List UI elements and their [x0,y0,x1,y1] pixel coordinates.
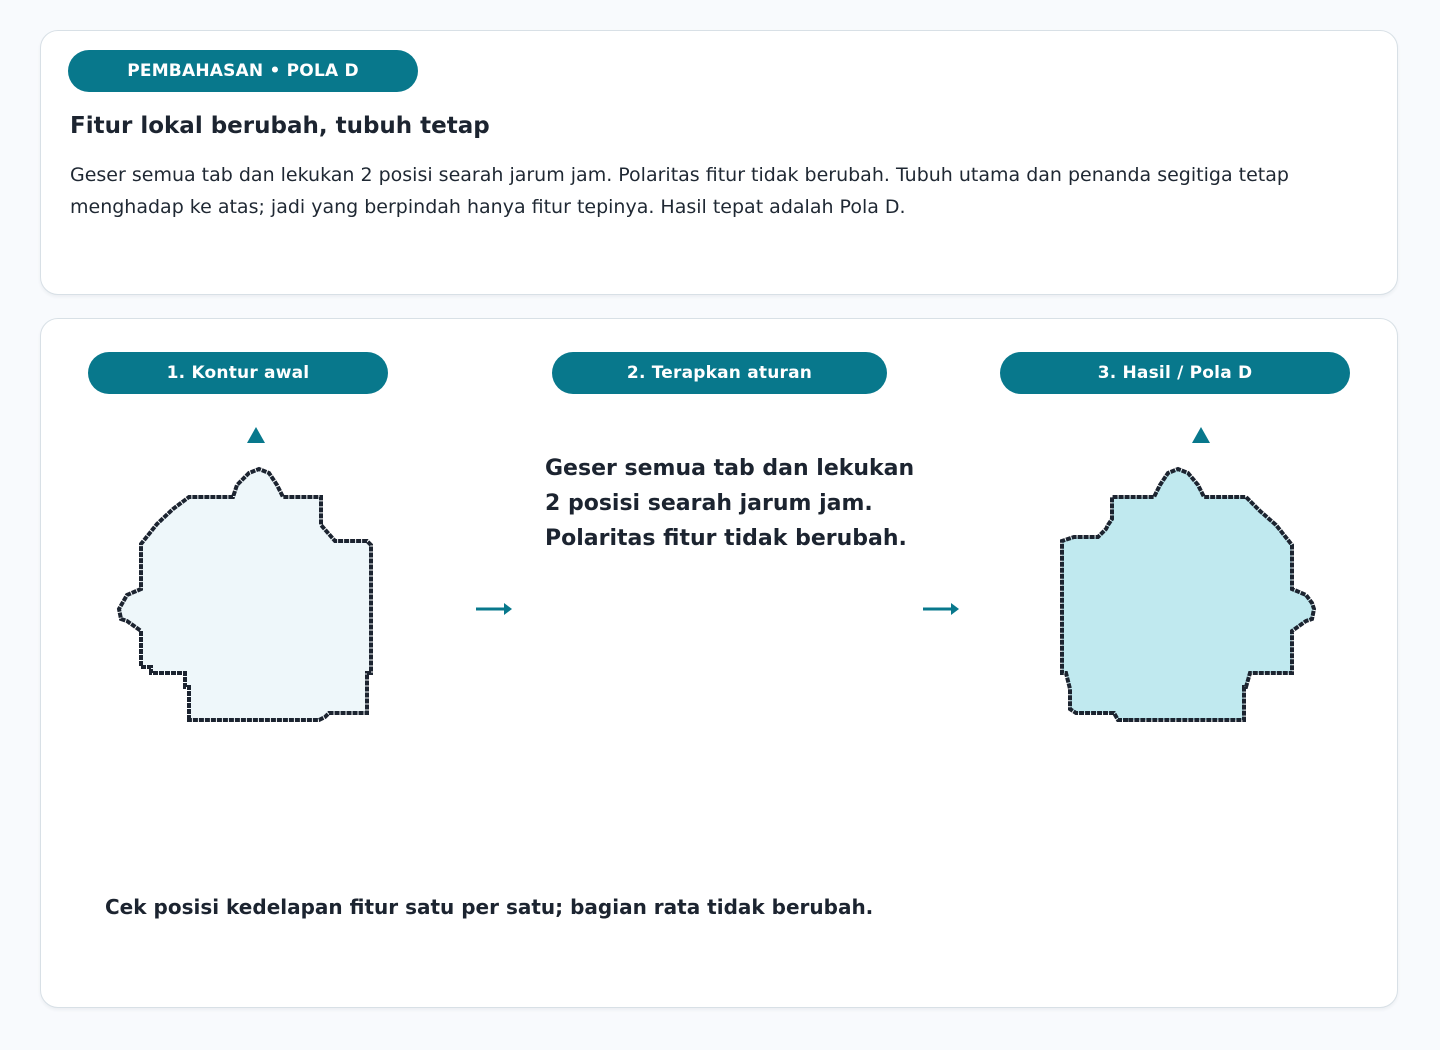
step-1-label: 1. Kontur awal [88,352,388,394]
section-badge: PEMBAHASAN • POLA D [68,50,418,92]
steps-card [40,318,1398,1008]
explanation-text: Geser semua tab dan lekukan 2 posisi searah jarum jam. Polaritas fitur tidak berubah. Tubuh utama dan penanda segitiga tetap menghadap ke atas; jadi yang berpindah hanya fitur tepinya. Hasil tepat adalah Pola D. [70,164,1289,218]
orientation-triangle-icon [1192,427,1210,443]
step-3-label: 3. Hasil / Pola D [1000,352,1350,394]
explanation-card [40,30,1398,295]
contour-outline [119,469,371,720]
arrow-right-icon [474,589,514,629]
rule-text: Geser semua tab dan lekukan 2 posisi searah jarum jam. Polaritas fitur tidak berubah. [545,456,915,551]
contour-outline [1062,469,1314,720]
original-contour-shape [111,419,381,729]
page-title: Fitur lokal berubah, tubuh tetap [70,113,490,139]
arrow-right-icon [921,589,961,629]
orientation-triangle-icon [247,427,265,443]
result-contour-shape [1056,419,1326,729]
footer-note: Cek posisi kedelapan fitur satu per satu; bagian rata tidak berubah. [105,895,874,919]
step-2-label: 2. Terapkan aturan [552,352,887,394]
